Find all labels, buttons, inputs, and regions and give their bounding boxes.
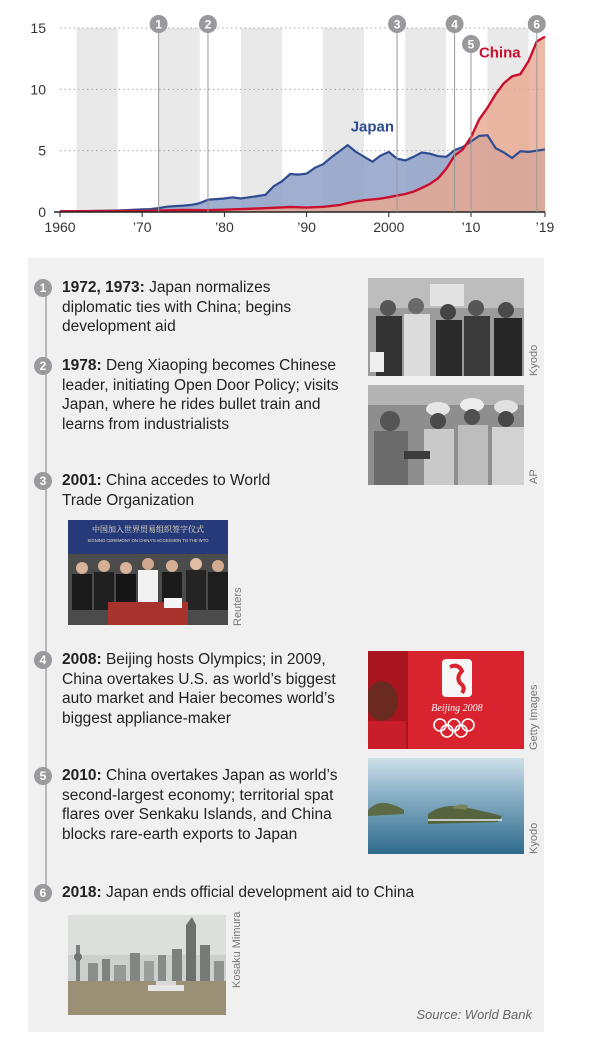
china-label: China	[478, 44, 521, 62]
event-marker-number: 3	[393, 17, 401, 32]
event-marker-number: 4	[451, 17, 458, 32]
photo-beijing-olympics	[368, 651, 524, 749]
chart-band	[159, 28, 200, 212]
event-marker-number: 5	[467, 37, 475, 52]
event-date: 2008:	[62, 651, 102, 668]
y-tick-label: 15	[30, 20, 46, 36]
x-tick-label: ’90	[297, 219, 316, 235]
x-tick-label: 2000	[373, 219, 405, 235]
event-number-badge: 5	[34, 767, 52, 785]
event-number-badge: 1	[34, 279, 52, 297]
event-text	[34, 356, 344, 434]
y-tick-label: 10	[30, 81, 46, 98]
chart-svg	[0, 0, 605, 255]
photo-senkaku-islands-image	[368, 758, 524, 854]
event-5	[34, 766, 344, 844]
event-marker-number: 6	[533, 17, 541, 32]
event-text	[34, 471, 294, 510]
event-number-badge: 2	[34, 357, 52, 375]
event-number-badge: 3	[34, 472, 52, 490]
x-tick-label: ’80	[215, 219, 234, 235]
photo-wto-signing-image	[68, 520, 228, 625]
event-description: China accedes to World Trade Organization	[62, 472, 271, 509]
event-description: Japan normalizes diplomatic ties with China; begins development aid	[62, 279, 292, 335]
photo-credit: Kyodo	[528, 344, 540, 376]
event-date: 1972, 1973:	[62, 279, 145, 296]
event-3	[34, 471, 294, 510]
photo-deng-xiaoping	[368, 385, 524, 485]
photo-wto-signing	[68, 520, 228, 625]
y-tick-label: 0	[38, 204, 46, 220]
photo-credit: Reuters	[232, 587, 244, 626]
photo-credit: AP	[528, 469, 540, 484]
chart-band	[76, 28, 117, 212]
photo-shanghai-skyline	[68, 915, 226, 1015]
timeline-panel	[28, 258, 544, 1032]
photo-banner-text: 中国加入世界贸易组织签字仪式	[92, 525, 204, 534]
event-text	[34, 650, 344, 728]
event-date: 2010:	[62, 767, 102, 784]
event-date: 2001:	[62, 472, 102, 489]
photo-deng-xiaoping-image	[368, 385, 524, 485]
event-description: China overtakes Japan as world’s second-largest economy; territorial spat flares over Senkaku Islands, and China blocks rare-earth exports to Japan	[62, 767, 338, 843]
event-text	[34, 766, 344, 844]
x-tick-label: 1960	[44, 219, 76, 235]
event-description: Japan ends official development aid to China	[105, 884, 415, 901]
x-tick-label: ’70	[132, 219, 152, 235]
event-number-badge: 4	[34, 651, 52, 669]
photo-shanghai-skyline-image	[68, 915, 226, 1015]
x-tick-label: ’19	[535, 219, 555, 235]
event-text	[34, 278, 344, 337]
japan-label: Japan	[350, 118, 395, 136]
photo-senkaku-islands	[368, 758, 524, 854]
event-marker-number: 2	[204, 17, 212, 32]
event-description: Beijing hosts Olympics; in 2009, China overtakes U.S. as world’s biggest auto market and Haier becomes world’s biggest appliance-maker	[62, 651, 336, 727]
event-6	[34, 883, 504, 903]
photo-banner-subtext: SIGNING CEREMONY ON CHINA'S ACCESSION TO THE WTO	[87, 538, 209, 543]
photo-credit: Getty Images	[528, 684, 540, 750]
photo-diplomatic-ties-image	[368, 278, 524, 376]
event-1	[34, 278, 344, 337]
photo-credit: Kyodo	[528, 822, 540, 854]
x-tick-label: ’10	[461, 219, 481, 235]
event-date: 1978:	[62, 357, 102, 374]
y-tick-label: 5	[38, 142, 46, 159]
chart	[0, 0, 605, 255]
event-marker-number: 1	[155, 17, 162, 32]
event-number-badge: 6	[34, 884, 52, 902]
event-description: Deng Xiaoping becomes Chinese leader, initiating Open Door Policy; visits Japan, where he rides bullet train and learns from industrialists	[62, 357, 339, 433]
photo-olympics-text: Beijing 2008	[431, 703, 483, 714]
event-text	[34, 883, 504, 903]
event-2	[34, 356, 344, 434]
event-date: 2018:	[62, 884, 102, 901]
photo-diplomatic-ties	[368, 278, 524, 376]
photo-beijing-olympics-image	[368, 651, 524, 749]
photo-credit: Kosaku Mimura	[231, 911, 243, 988]
event-4	[34, 650, 344, 728]
source-note: Source: World Bank	[416, 1007, 532, 1022]
